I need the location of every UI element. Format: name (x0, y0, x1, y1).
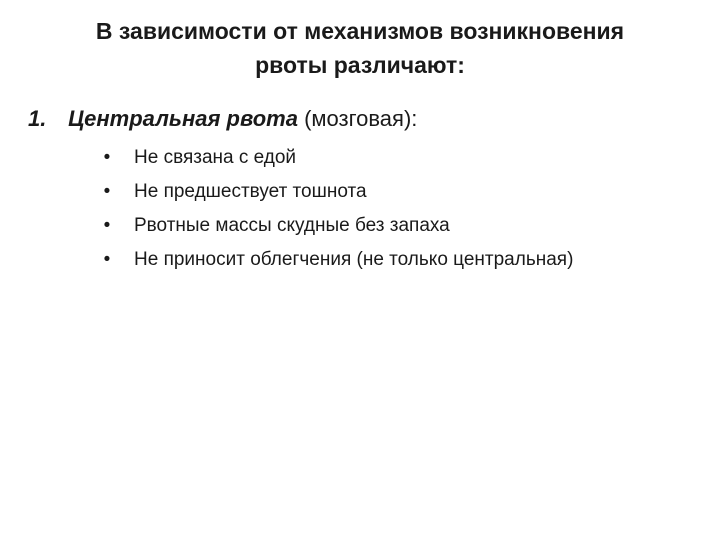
list-item-text: Не связана с едой (134, 147, 297, 168)
list-item-text: Рвотные массы скудные без запаха (134, 215, 450, 236)
list-item (100, 175, 573, 209)
list-item (100, 209, 573, 243)
item-heading: Центральная рвота (68, 106, 298, 131)
numbered-item (28, 104, 688, 134)
bullet-icon: • (103, 215, 111, 236)
bullet-icon: • (103, 181, 111, 202)
list-item-text: Не приносит облегчения (не только центральная) (134, 249, 574, 270)
item-number: 1. (28, 106, 47, 131)
slide-title (40, 14, 680, 82)
list-item (100, 243, 573, 277)
bullet-icon: • (103, 249, 111, 270)
item-suffix: (мозговая): (297, 106, 418, 131)
slide-title-line-1: В зависимости от механизмов возникновения (95, 18, 625, 44)
list-item-text: Не предшествует тошнота (134, 181, 367, 202)
slide-title-line-2: рвоты различают: (255, 52, 465, 78)
bullet-list (100, 141, 573, 277)
list-item (100, 141, 573, 175)
bullet-icon: • (103, 147, 111, 168)
